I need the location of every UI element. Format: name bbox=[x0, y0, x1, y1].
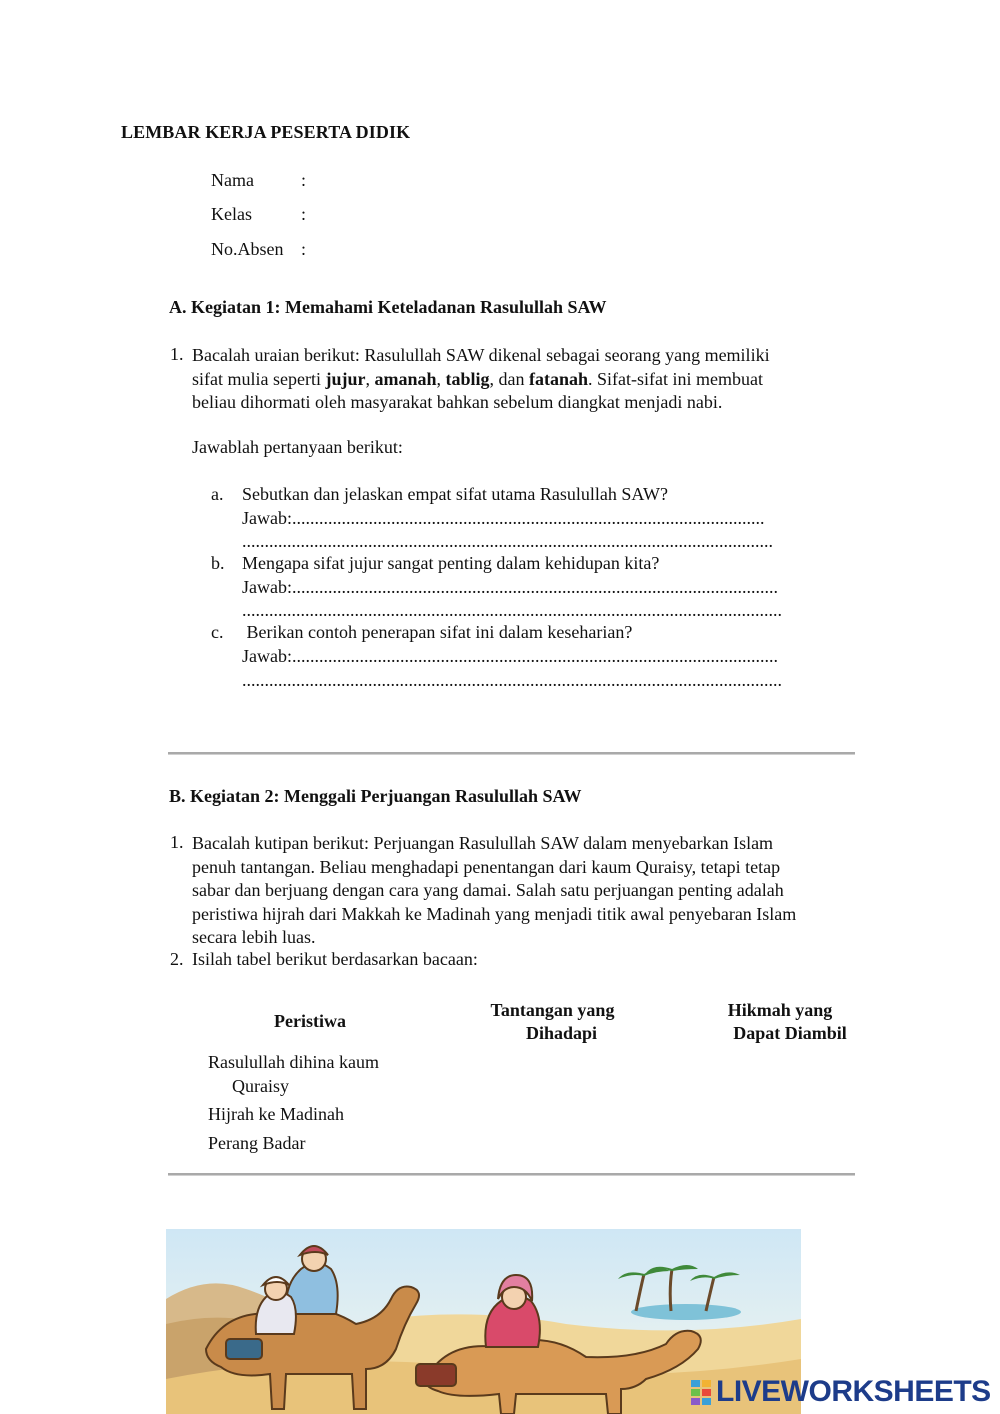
section-a-item1-line3: beliau dihormati oleh masyarakat bahkan sebelum diangkat menjadi nabi. bbox=[192, 392, 723, 412]
section-b-item1-line1: Bacalah kutipan berikut: Perjuangan Rasulullah SAW dalam menyebarkan Islam bbox=[192, 833, 774, 853]
trait-amanah: amanah bbox=[374, 368, 437, 389]
table-row-1: Rasulullah dihina kaum Quraisy bbox=[208, 1052, 379, 1096]
table-row-3: Perang Badar bbox=[208, 1133, 306, 1153]
liveworksheets-brand bbox=[690, 1374, 991, 1410]
section-b-item1-line3: sabar dan berjuang dengan cara yang damai. Salah satu perjuangan penting adalah bbox=[192, 880, 784, 900]
section-b-heading: B. Kegiatan 2: Menggali Perjuangan Rasulullah SAW bbox=[169, 786, 582, 806]
section-b-item1-line2: penuh tantangan. Beliau menghadapi penentangan dari kaum Quraisy, tetapi tetap bbox=[192, 856, 781, 877]
trait-tablig: tablig bbox=[445, 368, 490, 389]
section-a-instruction: Jawablah pertanyaan berikut: bbox=[192, 437, 403, 457]
class-colon: : bbox=[301, 204, 307, 224]
liveworksheets-wordmark: LIVEWORKSHEETS bbox=[716, 1375, 991, 1408]
name-colon: : bbox=[301, 170, 307, 190]
class-label: Kelas bbox=[211, 204, 252, 224]
section-b-item1-line5: secara lebih luas. bbox=[192, 927, 316, 947]
question-a-answer-line1[interactable]: Jawab:......................................................................................................... bbox=[242, 508, 765, 528]
section-divider-2 bbox=[168, 1173, 855, 1176]
section-divider-1 bbox=[168, 752, 855, 755]
section-b-item2-text: Isilah tabel berikut berdasarkan bacaan: bbox=[192, 949, 478, 969]
table-row-2: Hijrah ke Madinah bbox=[208, 1104, 344, 1124]
question-b-letter: b. bbox=[211, 553, 225, 573]
question-c-letter: c. bbox=[211, 622, 224, 642]
section-a-item1-line2: sifat mulia seperti jujur, amanah, tablig, dan fatanah. Sifat-sifat ini membuat bbox=[192, 368, 763, 389]
question-c-answer-line2[interactable]: ........................................................................................................................ bbox=[242, 670, 782, 690]
question-c-answer-line1[interactable]: Jawab:............................................................................................................ bbox=[242, 646, 778, 666]
liveworksheets-logo-icon bbox=[690, 1378, 712, 1406]
absence-number-label: No.Absen bbox=[211, 239, 284, 259]
trait-fatanah: fatanah bbox=[529, 368, 589, 389]
section-a-item1-text bbox=[192, 344, 882, 415]
question-a-text: Sebutkan dan jelaskan empat sifat utama Rasulullah SAW? bbox=[242, 484, 668, 504]
section-a-item1-line1: Bacalah uraian berikut: Rasulullah SAW dikenal sebagai seorang yang memiliki bbox=[192, 345, 770, 365]
question-c-text: Berikan contoh penerapan sifat ini dalam keseharian? bbox=[242, 622, 633, 642]
page-title: LEMBAR KERJA PESERTA DIDIK bbox=[121, 122, 411, 142]
table-header-hikmah: Hikmah yang Dapat Diambil bbox=[727, 1000, 847, 1043]
table-header-peristiwa: Peristiwa bbox=[274, 1011, 346, 1031]
section-a-heading: A. Kegiatan 1: Memahami Keteladanan Rasulullah SAW bbox=[169, 297, 607, 317]
question-a-answer-line2[interactable]: ...................................................................................................................... bbox=[242, 531, 773, 551]
name-label: Nama bbox=[211, 170, 254, 190]
question-b-answer-line1[interactable]: Jawab:............................................................................................................ bbox=[242, 577, 778, 597]
section-b-item2-number: 2. bbox=[170, 949, 184, 969]
section-b-item1-text bbox=[192, 832, 882, 950]
absence-number-colon: : bbox=[301, 239, 307, 259]
trait-jujur: jujur bbox=[325, 368, 366, 389]
question-a-letter: a. bbox=[211, 484, 224, 504]
section-a-item1-number: 1. bbox=[170, 344, 184, 364]
question-b-text: Mengapa sifat jujur sangat penting dalam kehidupan kita? bbox=[242, 553, 660, 573]
section-b-item1-number: 1. bbox=[170, 832, 184, 852]
section-b-item1-line4: peristiwa hijrah dari Makkah ke Madinah yang menjadi titik awal penyebaran Islam bbox=[192, 903, 797, 924]
question-b-answer-line2[interactable]: ........................................................................................................................ bbox=[242, 600, 782, 620]
table-header-tantangan: Tantangan yang Dihadapi bbox=[490, 1000, 615, 1043]
